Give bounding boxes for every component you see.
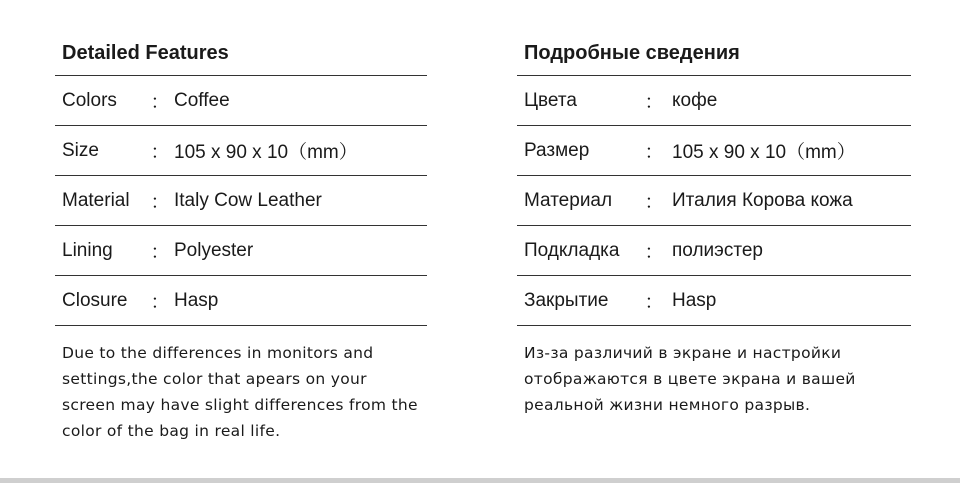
spec-separator: ： — [150, 92, 170, 113]
russian-features-panel — [517, 40, 911, 418]
spec-value: Hasp — [672, 289, 717, 311]
spec-value: Polyester — [174, 239, 254, 261]
spec-label: Lining — [62, 239, 113, 261]
spec-row-closure — [517, 276, 911, 326]
english-features-panel — [55, 40, 427, 444]
note-line: Из-за различий в экране и настройки — [524, 344, 842, 362]
spec-value: 105 x 90 x 10（mm） — [672, 142, 856, 163]
spec-label: Closure — [62, 289, 128, 311]
spec-value: полиэстер — [672, 239, 763, 261]
spec-row-colors — [517, 76, 911, 126]
spec-row-size — [517, 126, 911, 176]
spec-row-material — [517, 176, 911, 226]
note-line: settings,the color that apears on your — [62, 370, 367, 388]
spec-row-size — [55, 126, 427, 176]
spec-label: Закрытие — [524, 289, 609, 311]
spec-label: Material — [62, 189, 130, 211]
spec-value: кофе — [672, 89, 718, 111]
note-line: screen may have slight differences from the — [62, 396, 418, 414]
spec-separator: ： — [644, 142, 664, 163]
spec-label: Size — [62, 139, 99, 161]
spec-value: Hasp — [174, 289, 219, 311]
note-line: color of the bag in real life. — [62, 422, 281, 440]
spec-separator: ： — [150, 192, 170, 213]
spec-separator: ： — [644, 292, 664, 313]
russian-title: Подробные сведения — [517, 40, 911, 76]
spec-separator: ： — [644, 242, 664, 263]
color-disclaimer-note — [517, 340, 911, 418]
note-line: Due to the differences in monitors and — [62, 344, 374, 362]
spec-separator: ： — [644, 192, 664, 213]
spec-row-colors — [55, 76, 427, 126]
spec-value: 105 x 90 x 10（mm） — [174, 142, 358, 163]
spec-row-lining — [55, 226, 427, 276]
spec-label: Colors — [62, 89, 117, 111]
note-line: отображаются в цвете экрана и вашей — [524, 370, 856, 388]
spec-separator: ： — [150, 242, 170, 263]
color-disclaimer-note — [55, 340, 427, 444]
note-line: реальной жизни немного разрыв. — [524, 396, 811, 414]
spec-label: Размер — [524, 139, 590, 161]
spec-separator: ： — [644, 92, 664, 113]
spec-value: Coffee — [174, 89, 230, 111]
spec-label: Материал — [524, 189, 613, 211]
spec-separator: ： — [150, 142, 170, 163]
spec-value: Италия Корова кожа — [672, 189, 853, 211]
spec-row-material — [55, 176, 427, 226]
spec-label: Подкладка — [524, 239, 620, 261]
spec-value: Italy Cow Leather — [174, 189, 322, 211]
spec-row-closure — [55, 276, 427, 326]
spec-row-lining — [517, 226, 911, 276]
spec-separator: ： — [150, 292, 170, 313]
english-title: Detailed Features — [55, 40, 427, 76]
bottom-divider — [0, 478, 960, 483]
spec-label: Цвета — [524, 89, 577, 111]
